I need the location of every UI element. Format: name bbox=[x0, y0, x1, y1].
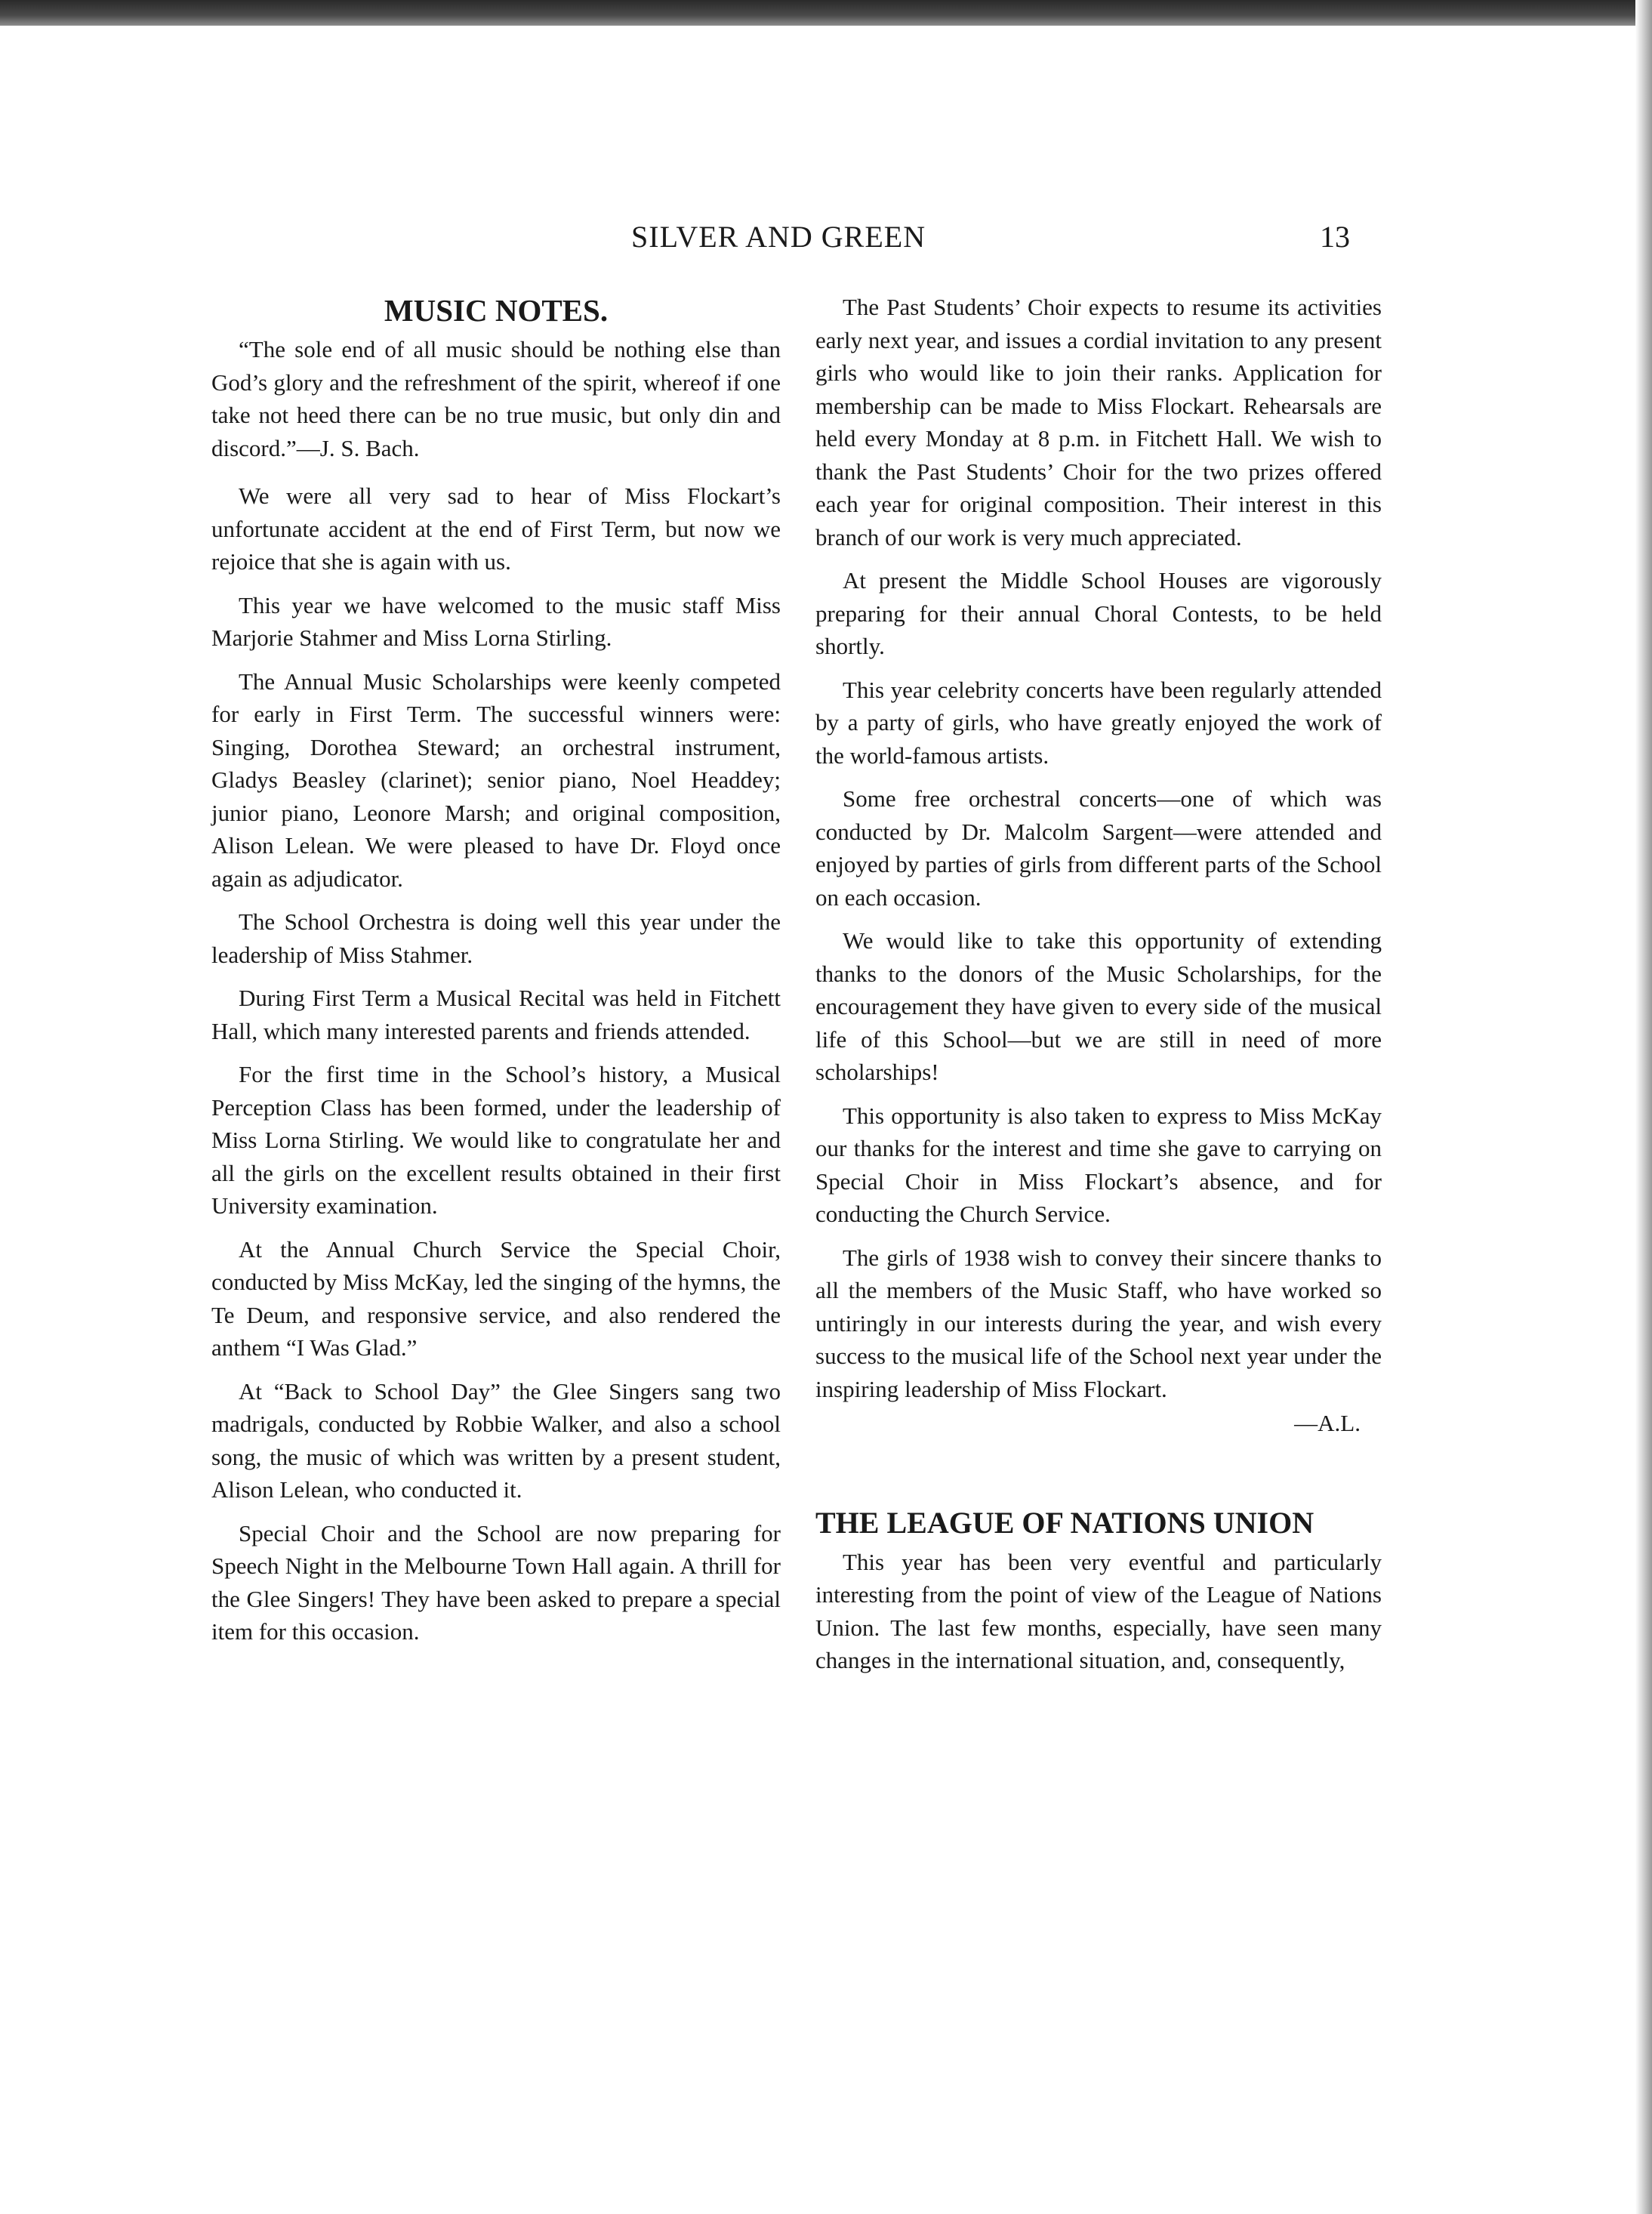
page-number: 13 bbox=[1320, 220, 1350, 254]
music-notes-paragraph: The girls of 1938 wish to convey their sincere thanks to all the members of the Music Staff, who have worked so untiringly in our interests during the year, and wish every success to the musical life of the School next year under the inspiring leadership of Miss Flockart. bbox=[815, 1244, 1382, 1402]
music-notes-paragraph: We would like to take this opportunity of extending thanks to the donors of the Music Scholarships, for the encouragement they have given to every side of the musical life of this School—but we are still in need of more scholarships! bbox=[815, 927, 1382, 1085]
music-notes-paragraph: For the first time in the School’s history, a Musical Perception Class has been formed, under the leadership of Miss Lorna Stirling. We would like to congratulate her and all the girls on the excellent results obtained in their first University examination. bbox=[211, 1061, 781, 1219]
right-column bbox=[815, 291, 1382, 1688]
music-notes-paragraph: “The sole end of all music should be nothing else than God’s glory and the refreshment of the spirit, whereof if one take not heed there can be no true music, but only din and discord.”—J. S. Bach. bbox=[211, 336, 781, 461]
music-notes-paragraph: We were all very sad to hear of Miss Flockart’s unfortunate accident at the end of First Term, but now we rejoice that she is again with us. bbox=[211, 483, 781, 575]
music-notes-paragraph: This year we have welcomed to the music staff Miss Marjorie Stahmer and Miss Lorna Stirling. bbox=[211, 591, 781, 651]
music-notes-paragraph: This opportunity is also taken to express to Miss McKay our thanks for the interest and time she gave to carrying on Special Choir in Miss Flockart’s absence, and for conducting the Church Service. bbox=[815, 1102, 1382, 1227]
left-column bbox=[211, 291, 781, 1659]
music-notes-paragraph: Special Choir and the School are now preparing for Speech Night in the Melbourne Town Hall again. A thrill for the Glee Singers! They have been asked to prepare a special item for this occasion. bbox=[211, 1519, 781, 1645]
music-notes-paragraph: At the Annual Church Service the Special Choir, conducted by Miss McKay, led the singing of the hymns, the Te Deum, and responsive service, and also rendered the anthem “I Was Glad.” bbox=[211, 1235, 781, 1361]
page-top-edge bbox=[0, 0, 1652, 26]
music-notes-paragraph: The Past Students’ Choir expects to resume its activities early next year, and issues a cordial invitation to any present girls who would like to join their ranks. Application for membership can be made to Miss Flockart. Rehearsals are held every Monday at 8 p.m. in Fitchett Hall. We wish to thank the Past Students’ Choir for the two prizes offered each year for original composition. Their interest in this branch of our work is very much appreciated. bbox=[815, 294, 1382, 550]
music-notes-paragraph: Some free orchestral concerts—one of which was conducted by Dr. Malcolm Sargent—were attended and enjoyed by parties of girls from different parts of the School on each occasion. bbox=[815, 785, 1382, 911]
signature: —A.L. bbox=[1294, 1410, 1361, 1436]
music-notes-paragraph: During First Term a Musical Recital was held in Fitchett Hall, which many interested parents and friends attended. bbox=[211, 985, 781, 1044]
music-notes-paragraph: At “Back to School Day” the Glee Singers sang two madrigals, conducted by Robbie Walker, and also a school song, the music of which was written by a present student, Alison Lelean, who conducted it. bbox=[211, 1377, 781, 1503]
league-paragraph: This year has been very eventful and particularly interesting from the point of view of the League of Nations Union. The last few months, especially, have seen many changes in the international situation, and, consequently, bbox=[815, 1548, 1382, 1673]
running-head bbox=[0, 219, 1652, 264]
running-title: SILVER AND GREEN bbox=[631, 220, 926, 254]
music-notes-heading: MUSIC NOTES. bbox=[384, 293, 609, 328]
league-heading: THE LEAGUE OF NATIONS UNION bbox=[815, 1505, 1315, 1540]
music-notes-paragraph: At present the Middle School Houses are vigorously preparing for their annual Choral Contests, to be held shortly. bbox=[815, 567, 1382, 659]
music-notes-paragraph: This year celebrity concerts have been regularly attended by a party of girls, who have greatly enjoyed the work of the world-famous artists. bbox=[815, 676, 1382, 769]
music-notes-paragraph: The Annual Music Scholarships were keenly competed for early in First Term. The successful winners were: Singing, Dorothea Steward; an orchestral instrument, Gladys Beasley (clarinet); senior piano, Noel Headdey; junior piano, Leonore Marsh; and original composition, Alison Lelean. We were pleased to have Dr. Floyd once again as adjudicator. bbox=[211, 668, 781, 892]
music-notes-paragraph: The School Orchestra is doing well this year under the leadership of Miss Stahmer. bbox=[211, 908, 781, 968]
page-right-edge bbox=[1635, 0, 1652, 2214]
